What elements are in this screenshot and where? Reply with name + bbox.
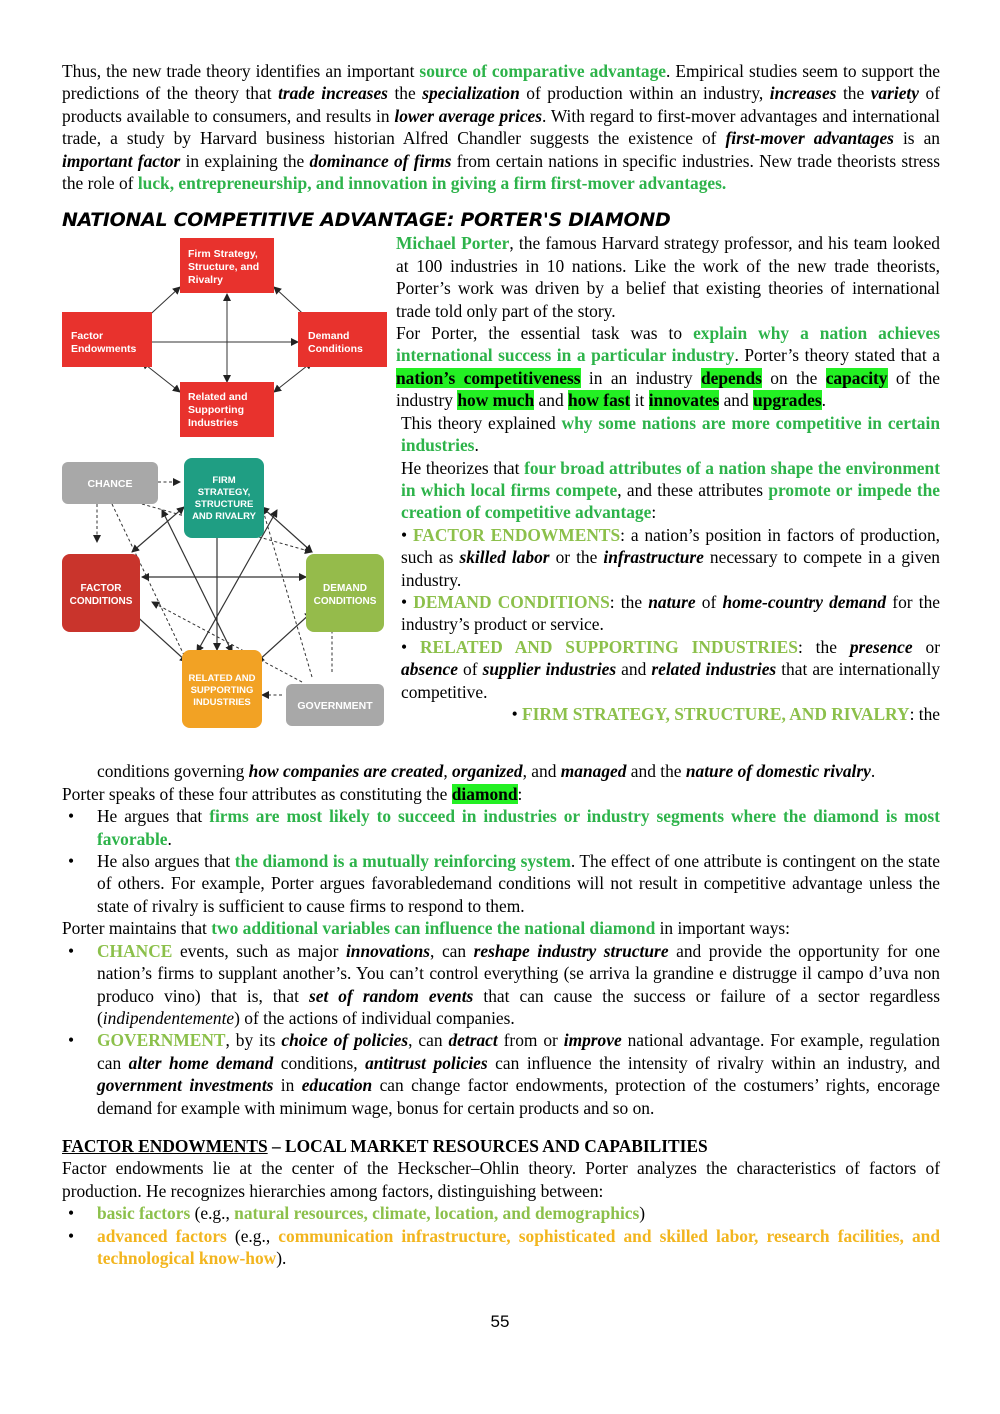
attributes-paragraph: He theorizes that four broad attributes of a nation shape the environment in which local firms compete, and these attributes promote or impede the creation of competitive advantage: bbox=[401, 457, 941, 523]
svg-text:SUPPORTING: SUPPORTING bbox=[190, 685, 254, 697]
demand-conditions-item: • DEMAND CONDITIONS: the nature of home-country demand for the industry’s product or service. bbox=[401, 591, 940, 635]
factor-endowments-paragraph: Factor endowments lie at the center of the Heckscher–Ohlin theory. Porter analyzes the characteristics of factors of production. He recognizes hierarchies among factors, distinguishing between: bbox=[62, 1158, 940, 1201]
list-item: • basic factors (e.g., natural resources, climate, location, and demographics) bbox=[62, 1202, 940, 1224]
svg-text:RELATED AND: RELATED AND bbox=[188, 673, 256, 685]
firm-strategy-item: • FIRM STRATEGY, STRUCTURE, AND RIVALRY: the bbox=[511, 703, 940, 724]
theory-paragraph: This theory explained why some nations are more competitive in certain industries. bbox=[401, 412, 940, 456]
svg-text:INDUSTRIES: INDUSTRIES bbox=[193, 697, 251, 709]
firm-strategy-continuation: conditions governing how companies are created, organized, and managed and the nature of domestic rivalry. bbox=[97, 761, 876, 782]
list-item: • advanced factors (e.g., communication infrastructure, sophisticated and skilled labor, research facilities, and technological know-how). bbox=[62, 1225, 940, 1270]
list-item: • He argues that firms are most likely to succeed in industries or industry segments where the diamond is most favorable. bbox=[62, 805, 940, 850]
svg-text:GOVERNMENT: GOVERNMENT bbox=[297, 700, 373, 713]
right-column bbox=[396, 232, 940, 725]
page-content bbox=[62, 60, 940, 1269]
svg-text:Structure, and: Structure, and bbox=[188, 261, 260, 274]
government-item: • GOVERNMENT, by its choice of policies, can detract from or improve national advantage. For example, regulation can alter home demand conditions, antitrust policies can influence the intensity of rivalry within an industry, and government investments in education can change factor endowments, protection of the costumers’ rights, encorage demand for example with minimum wage, bonus for certain products and so on. bbox=[62, 1029, 940, 1119]
diamond-paragraph: Porter speaks of these four attributes as constituting the diamond: bbox=[62, 783, 523, 804]
section-title: NATIONAL COMPETITIVE ADVANTAGE: PORTER'S DIAMOND bbox=[62, 209, 671, 232]
svg-text:STRATEGY,: STRATEGY, bbox=[197, 487, 251, 499]
diamond-section bbox=[62, 232, 940, 760]
diamond-bullets bbox=[62, 805, 940, 917]
d1-firm-strategy-box bbox=[180, 238, 274, 293]
d1-related-industries-box bbox=[180, 382, 274, 437]
svg-text:Conditions: Conditions bbox=[308, 343, 363, 356]
factor-endowments-heading: FACTOR ENDOWMENTS – LOCAL MARKET RESOURCES AND CAPABILITIES bbox=[62, 1135, 708, 1156]
d1-demand-conditions-box bbox=[298, 312, 387, 367]
svg-text:FIRM: FIRM bbox=[212, 475, 236, 487]
d2-related-industries-box bbox=[182, 650, 262, 728]
svg-text:STRUCTURE: STRUCTURE bbox=[194, 499, 254, 511]
d2-factor-conditions-box bbox=[62, 554, 140, 632]
d1-factor-endowments-box bbox=[62, 312, 152, 367]
svg-text:Industries: Industries bbox=[188, 417, 239, 430]
factor-bullets bbox=[62, 1202, 940, 1269]
svg-text:Supporting: Supporting bbox=[188, 404, 244, 417]
list-item: • He also argues that the diamond is a mutually reinforcing system. The effect of one attribute is contingent on the state of others. For example, Porter argues favorabledemand conditions will not result in competitive advantage unless the state of rivalry is sufficient to cause firms to respond to them. bbox=[62, 850, 940, 917]
svg-text:DEMAND: DEMAND bbox=[323, 583, 367, 595]
page-number: 55 bbox=[490, 1312, 510, 1331]
variables-paragraph: Porter maintains that two additional variables can influence the national diamond in important ways: bbox=[62, 918, 791, 939]
d2-demand-conditions-box bbox=[306, 554, 384, 632]
porter-intro-paragraph: Michael Porter, the famous Harvard strategy professor, and his team looked at 100 industries in 10 nations. Like the work of the new trade theorists, Porter’s work was driven by a belief that existing theories of international trade told only part of the story. bbox=[396, 233, 941, 321]
d2-government-box bbox=[286, 684, 384, 726]
porter-diamond-diagrams bbox=[62, 232, 387, 752]
svg-text:Rivalry: Rivalry bbox=[188, 274, 224, 287]
svg-text:Related and: Related and bbox=[188, 391, 248, 404]
svg-text:Firm Strategy,: Firm Strategy, bbox=[188, 248, 258, 261]
factor-endowments-item: • FACTOR ENDOWMENTS: a nation’s position in factors of production, such as skilled labor or the infrastructure necessary to compete in a given industry. bbox=[401, 524, 941, 590]
svg-text:CHANCE: CHANCE bbox=[87, 478, 133, 491]
svg-text:Demand: Demand bbox=[308, 330, 350, 343]
intro-paragraph: Thus, the new trade theory identifies an important source of comparative advantage. Empirical studies seem to support the predictions of the theory that trade increases the specialization of production within an industry, increases the variety of products available to consumers, and results in lower average prices. With regard to first-mover advantages and international trade, a study by Harvard business historian Alfred Chandler suggests the existence of first-mover advantages is an important factor in explaining the dominance of firms from certain nations in specific industries. New trade theorists stress the role of luck, entrepreneurship, and innovation in giving a firm first-mover advantages. bbox=[62, 61, 941, 194]
svg-text:FACTOR: FACTOR bbox=[80, 583, 122, 595]
porter-task-paragraph: For Porter, the essential task was to explain why a nation achieves international success in a particular industry. Porter’s theory stated that a nation’s competitiveness in an industry depends on the capacity of the industry how much and how fast it innovates and upgrades. bbox=[396, 323, 941, 411]
chance-item: • CHANCE events, such as major innovations, can reshape industry structure and provide the opportunity for one nation’s firms to supplant another’s. You can’t control everything (se arriva la grandine e distrugge il campo d’uva non produco vino) that is, that set of random events that can cause the success or failure of a sector regardless (indipendentemente) of the actions of individual companies. bbox=[62, 940, 940, 1030]
svg-text:Factor: Factor bbox=[71, 330, 104, 343]
related-industries-item: • RELATED AND SUPPORTING INDUSTRIES: the presence or absence of supplier industries and related industries that are internationally competitive. bbox=[401, 636, 941, 702]
svg-text:CONDITIONS: CONDITIONS bbox=[313, 596, 377, 608]
d2-chance-box bbox=[62, 462, 158, 504]
svg-text:Endowments: Endowments bbox=[71, 343, 137, 356]
variables-bullets bbox=[62, 940, 940, 1119]
svg-text:CONDITIONS: CONDITIONS bbox=[69, 596, 133, 608]
d2-firm-strategy-box bbox=[184, 458, 264, 538]
svg-text:AND RIVALRY: AND RIVALRY bbox=[192, 511, 256, 523]
